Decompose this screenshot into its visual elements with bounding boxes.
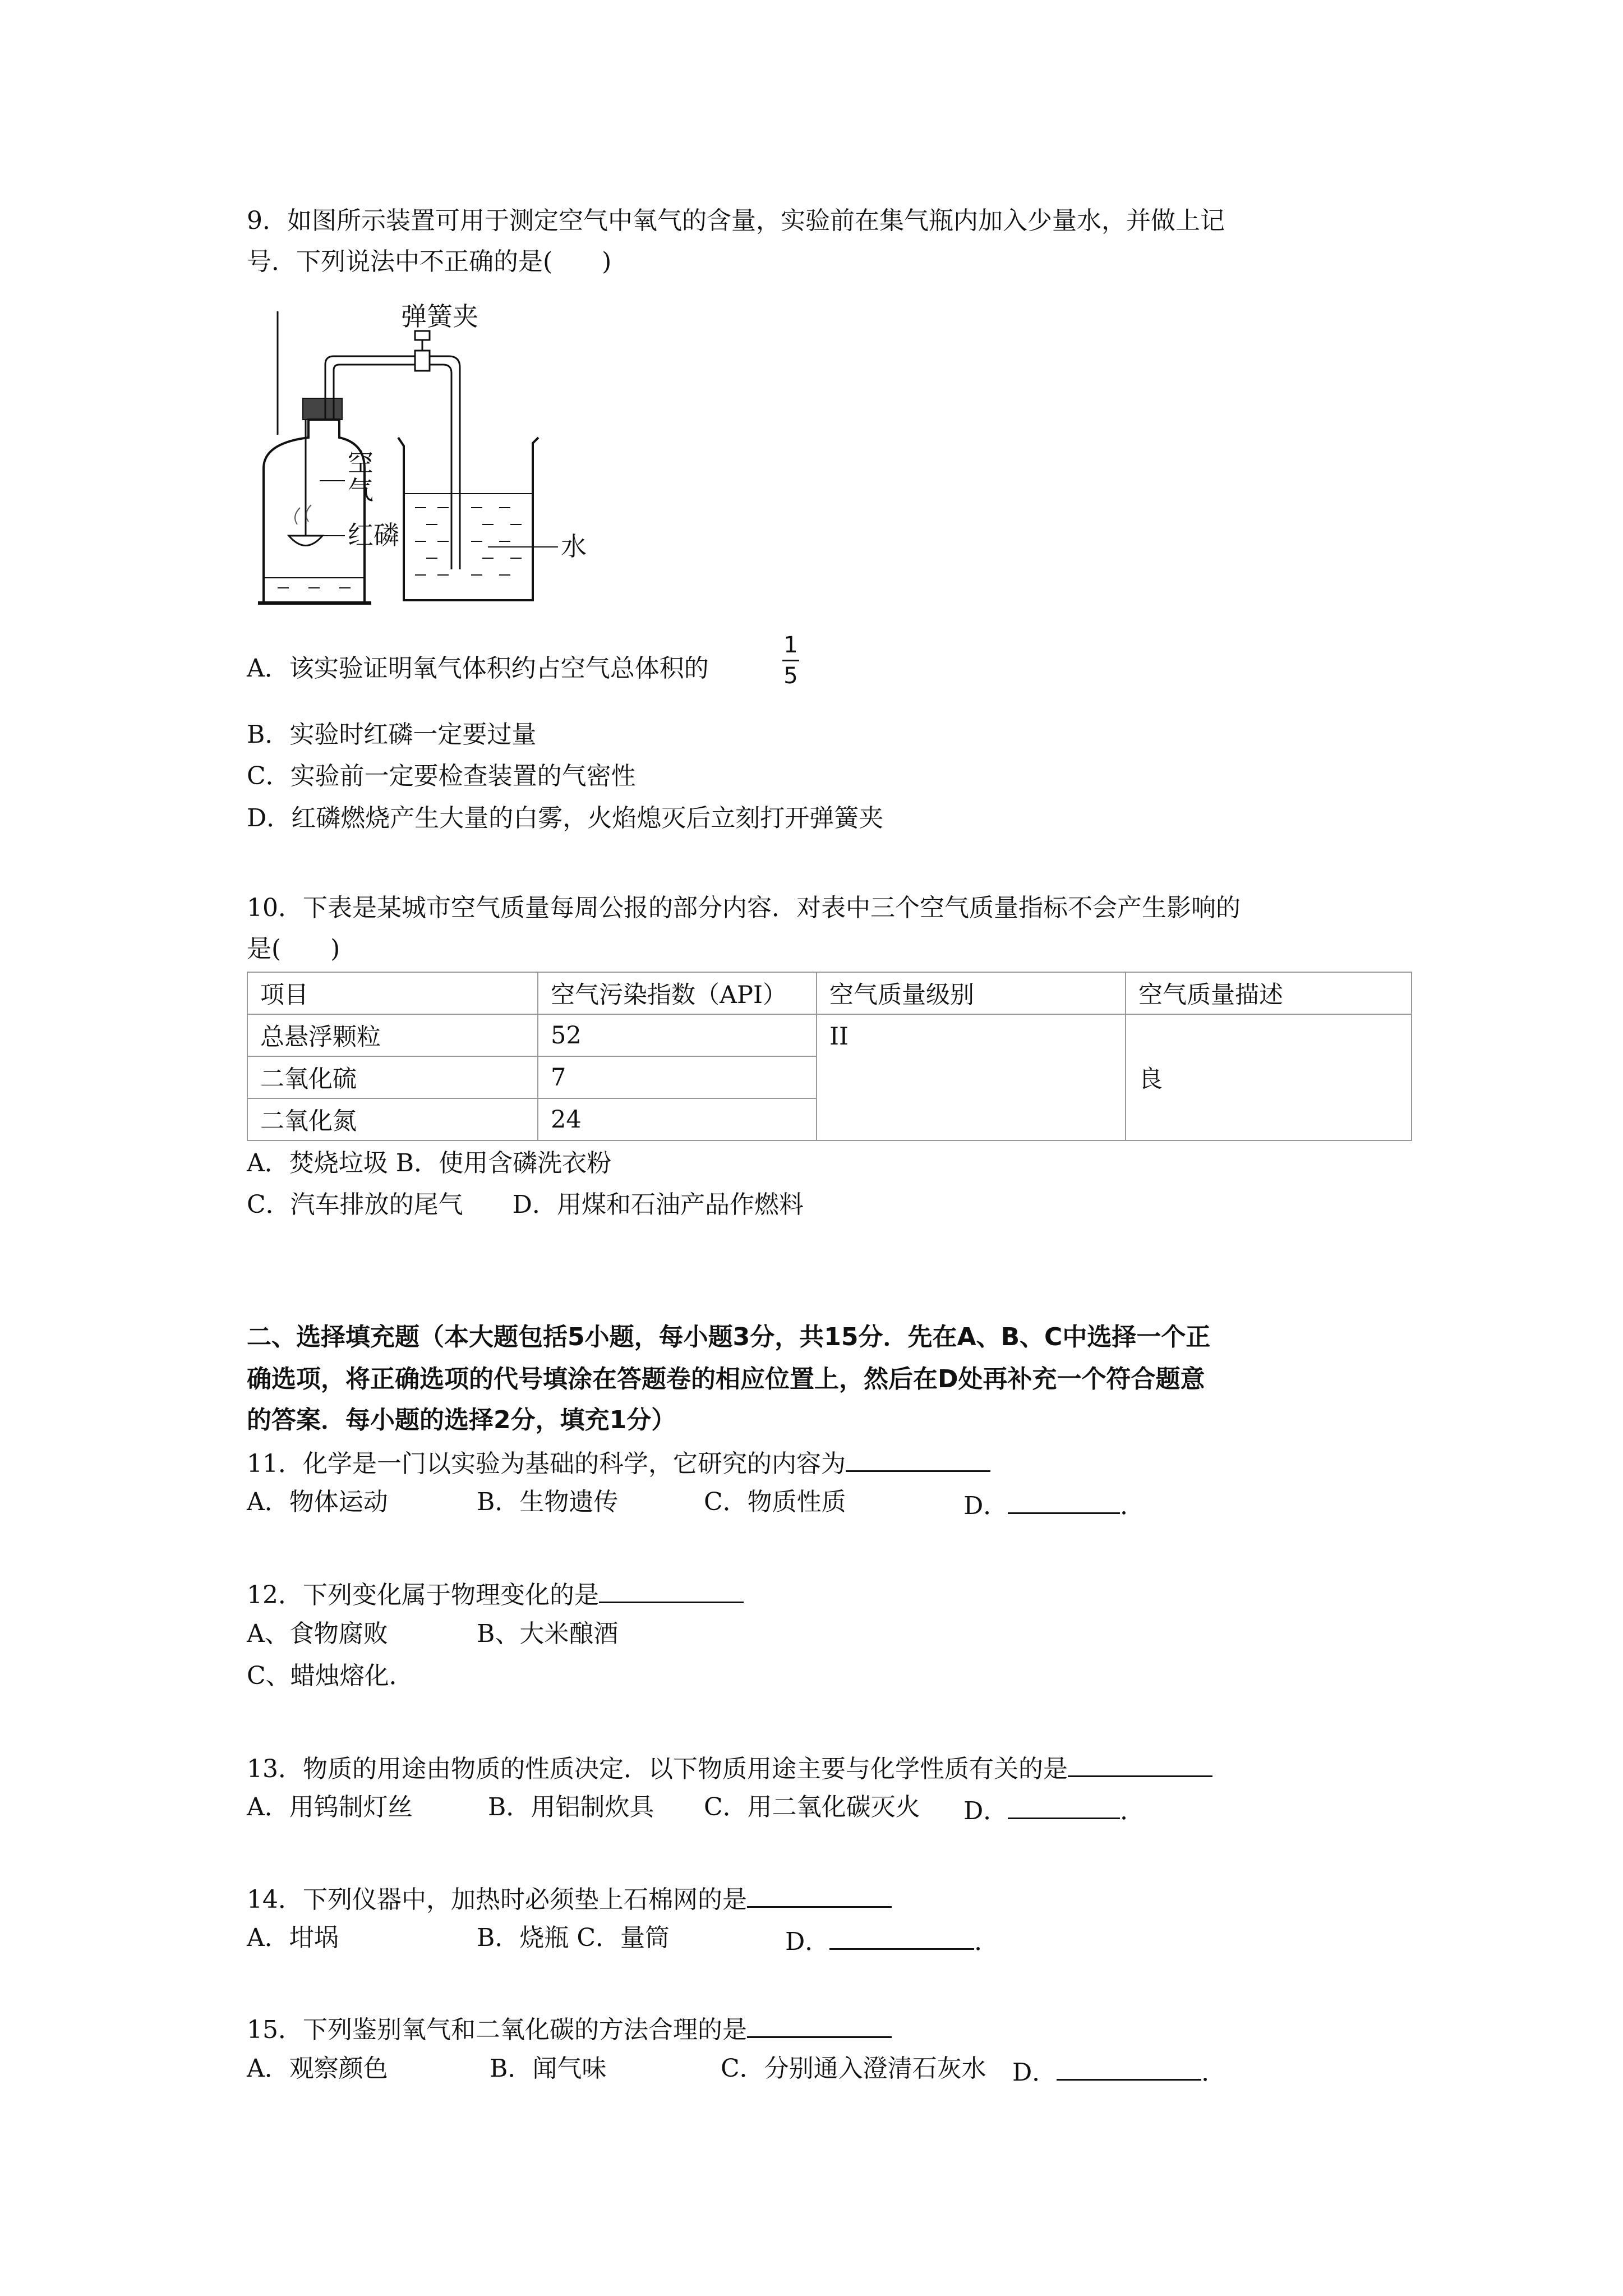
table-row	[247, 1014, 1412, 1056]
q11-stem	[247, 1448, 990, 1476]
q14-option-d	[785, 1926, 999, 1954]
label-air-2: 气	[348, 475, 374, 505]
q10-options-ab: A．焚烧垃圾 B．使用含磷洗衣粉	[247, 1149, 612, 1177]
q14-stem	[247, 1884, 892, 1912]
spring-clip	[415, 351, 430, 371]
q13-stem	[247, 1753, 1212, 1782]
q15-option-c: C．分别通入澄清石灰水	[721, 2054, 986, 2083]
fraction-denominator: 5	[783, 663, 798, 689]
q11-option-d-end: ．	[1120, 1492, 1145, 1520]
table-cell-item: 总悬浮颗粒	[247, 1014, 538, 1056]
fraction-one-fifth	[782, 634, 799, 687]
q14-option-d-end: ．	[974, 1927, 999, 1956]
table-cell-api: 7	[538, 1056, 817, 1098]
q14-options-bc: B．烧瓶 C．量筒	[477, 1924, 670, 1952]
q10-stem-line-2: 是( )	[247, 935, 340, 963]
label-spring-clip: 弹簧夹	[401, 301, 478, 332]
table-header-row	[247, 972, 1412, 1014]
answer-blank[interactable]	[599, 1579, 744, 1603]
q15-option-d-end: ．	[1201, 2058, 1227, 2087]
q14-option-d-label: D．	[785, 1927, 830, 1956]
q11-option-d-label: D．	[963, 1492, 1008, 1520]
q10-stem-line-1: 10．下表是某城市空气质量每周公报的部分内容．对表中三个空气质量指标不会产生影响的	[247, 894, 1241, 922]
answer-blank[interactable]	[1008, 1490, 1120, 1514]
fraction-numerator: 1	[783, 632, 798, 658]
section-2-heading-line-3: 的答案．每小题的选择2分，填充1分）	[247, 1406, 676, 1434]
q11-option-b: B．生物遗传	[477, 1488, 619, 1516]
q11-option-a: A．物体运动	[247, 1488, 388, 1516]
answer-blank[interactable]	[747, 2014, 892, 2038]
table-cell-api: 24	[538, 1098, 817, 1140]
table-cell-api: 52	[538, 1014, 817, 1056]
q9-option-c: C．实验前一定要检查装置的气密性	[247, 762, 636, 790]
label-air-1: 空	[348, 447, 374, 477]
q10-options-cd: C．汽车排放的尾气 D．用煤和石油产品作燃料	[247, 1190, 804, 1219]
table-header-cell: 空气污染指数（API）	[538, 972, 817, 1014]
answer-blank[interactable]	[829, 1926, 974, 1950]
combustion-spoon	[289, 536, 322, 546]
section-2-heading-line-1: 二、选择填充题（本大题包括5小题，每小题3分，共15分．先在A、B、C中选择一个正	[247, 1323, 1211, 1351]
table-cell-item: 二氧化氮	[247, 1098, 538, 1140]
table-header-cell: 空气质量描述	[1126, 972, 1412, 1014]
q14-option-a: A．坩埚	[247, 1924, 339, 1952]
q15-stem-text: 15．下列鉴别氧气和二氧化碳的方法合理的是	[247, 2016, 747, 2044]
q12-option-c: C、蜡烛熔化．	[247, 1662, 414, 1690]
q15-option-d-label: D．	[1012, 2058, 1057, 2087]
q13-option-d	[963, 1795, 1145, 1824]
q15-option-a: A．观察颜色	[247, 2054, 388, 2083]
q12-stem-text: 12．下列变化属于物理变化的是	[247, 1581, 599, 1609]
answer-blank[interactable]	[846, 1448, 990, 1472]
q11-stem-text: 11．化学是一门以实验为基础的科学，它研究的内容为	[247, 1450, 846, 1478]
q12-stem	[247, 1579, 744, 1608]
q15-option-d	[1012, 2056, 1226, 2085]
table-cell-level: II	[817, 1014, 1126, 1140]
q15-option-b: B．闻气味	[490, 2054, 607, 2083]
stopper	[303, 398, 342, 420]
q9-stem-line-2: 号．下列说法中不正确的是( )	[247, 247, 612, 276]
q9-stem-line-1: 9．如图所示装置可用于测定空气中氧气的含量，实验前在集气瓶内加入少量水，并做上记	[247, 206, 1225, 235]
q15-stem	[247, 2014, 892, 2042]
answer-blank[interactable]	[1068, 1753, 1212, 1777]
beaker	[398, 438, 538, 600]
air-quality-table	[247, 972, 1412, 1141]
table-cell-description: 良	[1126, 1014, 1412, 1140]
q11-option-c: C．物质性质	[704, 1488, 846, 1516]
q13-option-d-end: ．	[1120, 1797, 1145, 1825]
table-header-cell: 项目	[247, 972, 538, 1014]
q13-option-a: A．用钨制灯丝	[247, 1793, 413, 1821]
fraction-bar	[782, 660, 799, 661]
section-2-heading-line-2: 确选项，将正确选项的代号填涂在答题卷的相应位置上，然后在D处再补充一个符合题意	[247, 1365, 1205, 1393]
answer-blank[interactable]	[1057, 2056, 1201, 2081]
q13-option-d-label: D．	[963, 1797, 1008, 1825]
q12-option-b: B、大米酿酒	[477, 1619, 619, 1648]
q13-option-c: C．用二氧化碳灭火	[704, 1793, 920, 1821]
table-header-cell: 空气质量级别	[817, 972, 1126, 1014]
label-red-phosphorus: 红磷	[348, 520, 399, 550]
q9-option-a: A．该实验证明氧气体积约占空气总体积的	[247, 654, 709, 683]
answer-blank[interactable]	[1008, 1795, 1120, 1819]
q12-option-a: A、食物腐败	[247, 1619, 388, 1648]
table-cell-item: 二氧化硫	[247, 1056, 538, 1098]
q14-stem-text: 14．下列仪器中，加热时必须垫上石棉网的是	[247, 1885, 747, 1914]
label-water: 水	[561, 531, 587, 562]
q9-option-d: D．红磷燃烧产生大量的白雾，火焰熄灭后立刻打开弹簧夹	[247, 804, 884, 832]
oxygen-content-apparatus-diagram	[247, 300, 617, 609]
answer-blank[interactable]	[747, 1884, 892, 1908]
q13-stem-text: 13．物质的用途由物质的性质决定．以下物质用途主要与化学性质有关的是	[247, 1755, 1068, 1783]
q9-option-b: B．实验时红磷一定要过量	[247, 720, 537, 749]
q11-option-d	[963, 1490, 1145, 1519]
q13-option-b: B．用铝制炊具	[488, 1793, 654, 1821]
